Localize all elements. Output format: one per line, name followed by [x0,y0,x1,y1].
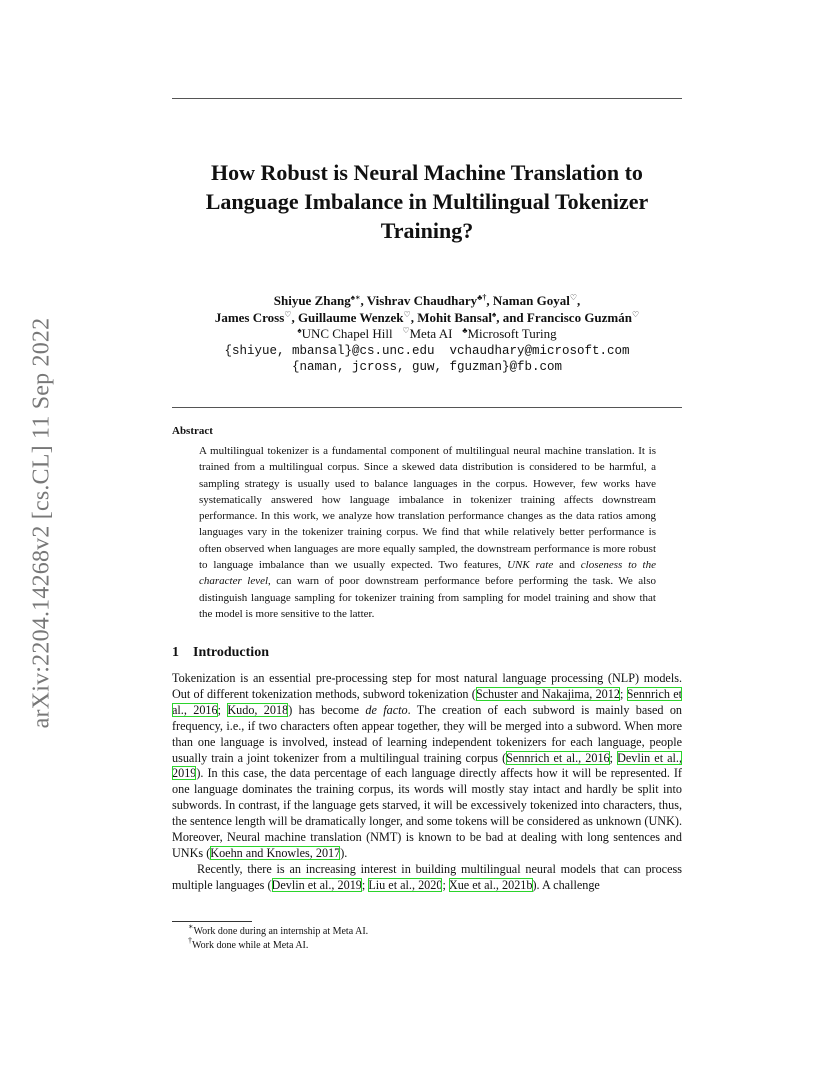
title-line: How Robust is Neural Machine Translation to [211,160,643,185]
citation-link[interactable]: Devlin et al., 2019 [172,750,683,781]
author-name: Francisco Guzmán [526,309,632,325]
citation-link[interactable]: Koehn and Knowles, 2017 [210,845,341,860]
citation-link[interactable]: Sennrich et al., 2016 [506,750,610,765]
citation-link[interactable]: Sennrich et al., 2016 [172,686,682,717]
abstract-body: A multilingual tokenizer is a fundamental component of multilingual neural machine translation. It is trained from a multilingual corpus. Since a skewed data distribution is considered to be harmful, a sampling strategy is usually used to balance languages in the corpus. However, few works have systematically answered how language imbalance in tokenizer training affects downstream performance. In this work, we analyze how translation performance changes as the data ratios among languages vary in the tokenizer training corpus. We find that while relatively better performance is often observed when languages are more equally sampled, the downstream performance is more robust to language imbalance than we usually expected. Two features, UNK rate and closeness to the character level, can warn of poor downstream performance before performing the task. We also distinguish language sampling for tokenizer training from sampling for model training and show that the model is more sensitive to the latter. [199,445,657,620]
author-name: Guillaume Wenzek [297,309,404,325]
section-heading [172,645,269,661]
author-line-2: James Cross♡, Guillaume Wenzek♡, Mohit Bansal♠, and Francisco Guzmán♡ [214,309,640,325]
author-name: James Cross [214,309,285,325]
title-line: Language Imbalance in Multilingual Tokenizer [205,189,649,214]
section-title: Introduction [193,645,269,660]
title-line: Training? [380,218,474,243]
author-line-1: Shiyue Zhang♠∗, Vishrav Chaudhary♣†, Naman Goyal♡, [273,293,581,308]
author-name: Mohit Bansal [417,309,492,325]
citation-link[interactable]: Kudo, 2018 [227,702,289,717]
footnote: ∗Work done during an internship at Meta AI. [188,922,369,937]
citation-link[interactable]: Devlin et al., 2019 [271,877,362,892]
author-name: Vishrav Chaudhary [366,293,478,308]
citation-link[interactable]: Liu et al., 2020 [368,877,443,892]
paragraph: Recently, there is an increasing interest in building multilingual neural models that can process multiple languages (Devlin et al., 2019; Liu et al., 2020; Xue et al., 2021b). A challenge [172,861,682,892]
citation-link[interactable]: Xue et al., 2021b [448,877,533,892]
paragraph: Tokenization is an essential pre-processing step for most natural language processing (NLP) models. Out of different tokenization methods, subword tokenization (Schuster and Nakajima, 2012; Sennrich et al., 2016; Kudo, 2018) has become de facto. The creation of each subword is mainly based on frequency, i.e., if two characters often appear together, they will be merged into a subword. When more than one language is involved, instead of learning independent tokenizers for each language, people usually train a joint tokenizer from a multilingual training corpus (Sennrich et al., 2016; Devlin et al., 2019). In this case, the data percentage of each language directly affects how it will be represented. If one language dominates the training corpus, its words will mostly stay intact and hardly be split into subwords. In contrast, if the language gets starved, it will be excessively tokenized into characters, thus, the sentence length will be dramatically longer, and some tokens will be considered as unknown (UNK). Moreover, Neural machine translation (NMT) is known to be bad at dealing with long sentences and UNKs (Koehn and Knowles, 2017). [172,671,683,860]
author-block [172,293,682,376]
citation-link[interactable]: Schuster and Nakajima, 2012 [475,686,620,701]
affiliations: ♠UNC Chapel Hill ♡Meta AI ♣Microsoft Turing [297,326,557,341]
top-rule [172,98,682,99]
arxiv-watermark [21,288,63,758]
abstract-heading: Abstract [172,425,213,437]
footnote: †Work done while at Meta AI. [188,936,309,951]
paper-title [172,158,682,245]
footnote-rule [172,921,252,922]
author-name: Shiyue Zhang [273,293,351,308]
email-line-2: {naman, jcross, guw, fguzman}@fb.com [291,360,563,374]
email-line-1: {shiyue, mbansal}@cs.unc.edu vchaudhary@microsoft.com [224,343,630,358]
introduction-body [172,671,682,894]
abstract-rule [172,407,682,408]
arxiv-id: arXiv:2204.14268v2 [cs.CL] 11 Sep 2022 [28,317,55,729]
author-name: Naman Goyal [492,293,570,308]
section-number: 1 [172,645,179,660]
